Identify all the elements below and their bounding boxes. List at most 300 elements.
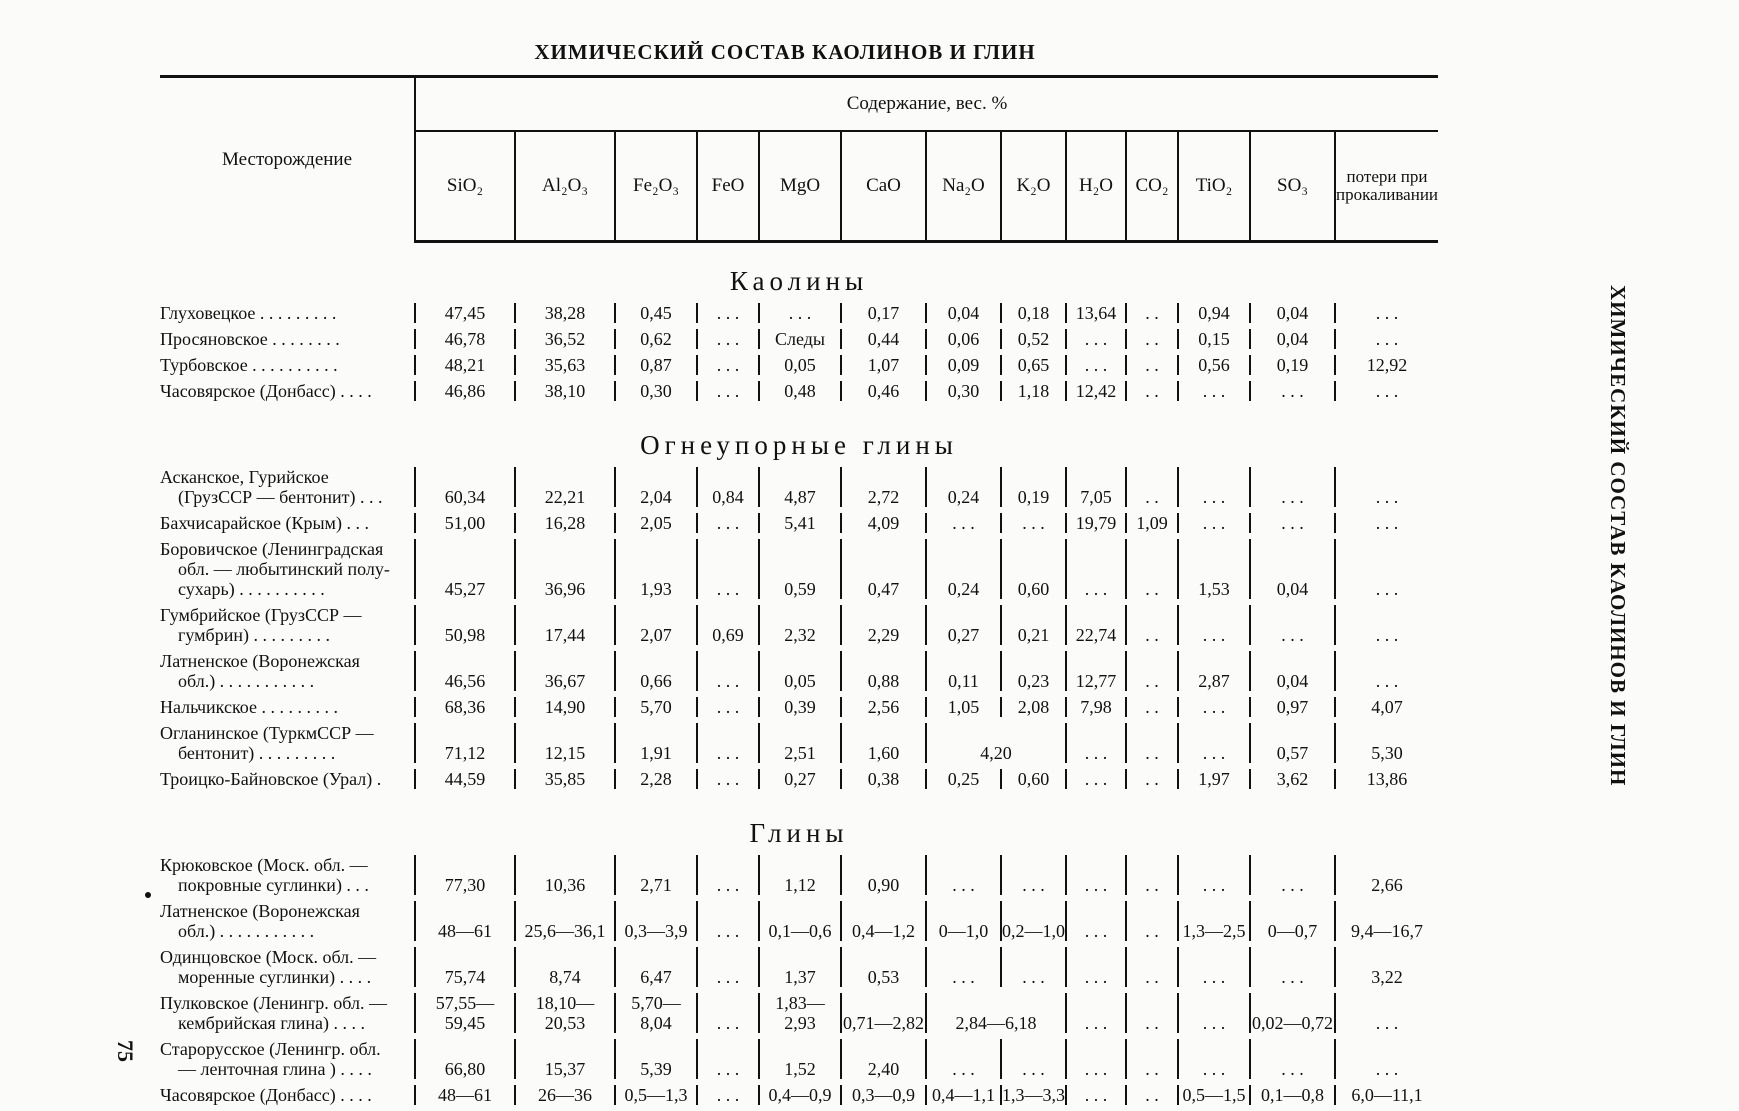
table-row: [160, 303, 1438, 323]
deposit-name-line: Старорусское (Ленингр. обл.: [160, 1039, 381, 1059]
value-cell: . . .: [1250, 947, 1335, 987]
value-cell: 0,1—0,8: [1250, 1085, 1335, 1105]
header-deposit: Месторождение: [160, 77, 415, 242]
value-cell: 1,52: [759, 1039, 841, 1079]
value-cell: 0,11: [926, 651, 1001, 691]
value-cell: . . .: [697, 329, 759, 349]
value-cell: 0,04: [1250, 329, 1335, 349]
value-cell: 26—36: [515, 1085, 615, 1105]
value-cell: 2,04: [615, 467, 697, 507]
value-cell: . . .: [697, 697, 759, 717]
deposit-name-line: Троицко-Байновское (Урал) .: [160, 769, 382, 789]
value-cell: . . .: [1001, 1039, 1066, 1079]
value-cell: 0,24: [926, 467, 1001, 507]
value-cell: . . .: [926, 947, 1001, 987]
value-cell: 38,10: [515, 381, 615, 401]
value-cell: 0,56: [1178, 355, 1250, 375]
value-cell: . .: [1126, 723, 1178, 763]
value-cell: . . .: [1066, 901, 1126, 941]
value-cell: 2,08: [1001, 697, 1066, 717]
value-cell: 0,3—0,9: [841, 1085, 926, 1105]
page-title: ХИМИЧЕСКИЙ СОСТАВ КАОЛИНОВ И ГЛИН: [534, 40, 1036, 64]
value-cell: 0,4—0,9: [759, 1085, 841, 1105]
header-column-2: Fe₂O₃: [615, 131, 697, 242]
value-cell: 7,05: [1066, 467, 1126, 507]
deposit-name-line: обл.) . . . . . . . . . . .: [178, 921, 315, 941]
value-cell: . . .: [1335, 539, 1438, 599]
value-cell: 3,62: [1250, 769, 1335, 789]
value-cell: 0,04: [1250, 539, 1335, 599]
value-cell: 2,87: [1178, 651, 1250, 691]
value-cell: . . .: [926, 1039, 1001, 1079]
value-cell: . . .: [1001, 855, 1066, 895]
value-cell: 0—1,0: [926, 901, 1001, 941]
table-row: [160, 697, 1438, 717]
deposit-name: [160, 303, 415, 323]
value-cell: 1,53: [1178, 539, 1250, 599]
value-cell: 0,2—1,0: [1001, 901, 1066, 941]
value-cell: 0,62: [615, 329, 697, 349]
value-cell-na2o-k2o: 4,20: [926, 723, 1066, 763]
value-cell: 68,36: [415, 697, 515, 717]
value-cell: 48—61: [415, 1085, 515, 1105]
table-row: [160, 467, 1438, 507]
deposit-name-line: Глуховецкое . . . . . . . . .: [160, 303, 337, 323]
deposit-name-line: — ленточная глина ) . . . .: [178, 1059, 372, 1079]
value-cell: 0,25: [926, 769, 1001, 789]
value-cell: 0,04: [926, 303, 1001, 323]
deposit-name: [160, 605, 415, 645]
value-cell: 2,32: [759, 605, 841, 645]
value-cell: 1,3—2,5: [1178, 901, 1250, 941]
value-cell: 5,70—8,04: [615, 993, 697, 1033]
value-cell: . .: [1126, 651, 1178, 691]
value-cell: 0,24: [926, 539, 1001, 599]
deposit-name: [160, 1085, 415, 1105]
deposit-name-line: гумбрин) . . . . . . . . .: [178, 625, 330, 645]
value-cell: 1,07: [841, 355, 926, 375]
value-cell: . .: [1126, 901, 1178, 941]
deposit-name-line: покровные суглинки) . . .: [178, 875, 369, 895]
value-cell: 0,46: [841, 381, 926, 401]
value-cell: 0,19: [1001, 467, 1066, 507]
deposit-name-line: Часовярское (Донбасс) . . . .: [160, 1085, 372, 1105]
value-cell: 0,3—3,9: [615, 901, 697, 941]
deposit-name-line: кембрийская глина) . . . .: [178, 1013, 366, 1033]
value-cell: . .: [1126, 993, 1178, 1033]
value-cell: 0,5—1,3: [615, 1085, 697, 1105]
deposit-name: [160, 329, 415, 349]
header-column-10: TiO₂: [1178, 131, 1250, 242]
value-cell: 13,64: [1066, 303, 1126, 323]
value-cell: . . .: [1066, 355, 1126, 375]
value-cell: . . .: [1178, 467, 1250, 507]
value-cell: 77,30: [415, 855, 515, 895]
value-cell: 35,63: [515, 355, 615, 375]
table-row: [160, 993, 1438, 1033]
value-cell: 0,09: [926, 355, 1001, 375]
deposit-name-line: Пулковское (Ленингр. обл. —: [160, 993, 387, 1013]
value-cell: 36,96: [515, 539, 615, 599]
value-cell: 0,5—1,5: [1178, 1085, 1250, 1105]
value-cell: 0,4—1,1: [926, 1085, 1001, 1105]
value-cell: 0,04: [1250, 303, 1335, 323]
value-cell: 0,48: [759, 381, 841, 401]
deposit-name: [160, 723, 415, 763]
value-cell: 22,21: [515, 467, 615, 507]
value-cell: . . .: [1250, 467, 1335, 507]
value-cell: 0,21: [1001, 605, 1066, 645]
table-row: [160, 855, 1438, 895]
value-cell: 38,28: [515, 303, 615, 323]
value-cell: 0,47: [841, 539, 926, 599]
value-cell: 1,83—2,93: [759, 993, 841, 1033]
value-cell: . . .: [1178, 1039, 1250, 1079]
value-cell: . . .: [697, 901, 759, 941]
deposit-name-line: Латненское (Воронежская: [160, 651, 360, 671]
value-cell: 0,60: [1001, 539, 1066, 599]
value-cell: 10,36: [515, 855, 615, 895]
value-cell: . . .: [1335, 467, 1438, 507]
table-row: [160, 329, 1438, 349]
deposit-name-line: Асканское, Гурийское: [160, 467, 329, 487]
value-cell: . .: [1126, 467, 1178, 507]
value-cell: 0,27: [926, 605, 1001, 645]
value-cell: 2,05: [615, 513, 697, 533]
value-cell: . .: [1126, 769, 1178, 789]
value-cell: 2,51: [759, 723, 841, 763]
value-cell: . . .: [697, 1039, 759, 1079]
value-cell: . . .: [1250, 855, 1335, 895]
value-cell: 0,05: [759, 651, 841, 691]
value-cell: 6,47: [615, 947, 697, 987]
value-cell: 17,44: [515, 605, 615, 645]
value-cell: . . .: [1066, 769, 1126, 789]
deposit-name-line: Нальчикское . . . . . . . . .: [160, 697, 338, 717]
value-cell: 0,90: [841, 855, 926, 895]
deposit-name: [160, 651, 415, 691]
value-cell: 44,59: [415, 769, 515, 789]
header-column-1: Al₂O₃: [515, 131, 615, 242]
header-column-3: FeO: [697, 131, 759, 242]
value-cell: . . .: [1001, 947, 1066, 987]
value-cell: 1,97: [1178, 769, 1250, 789]
value-cell: . . .: [1066, 329, 1126, 349]
table-row: [160, 769, 1438, 789]
value-cell: 0,1—0,6: [759, 901, 841, 941]
value-cell: 1,05: [926, 697, 1001, 717]
deposit-name-line: Турбовское . . . . . . . . . .: [160, 355, 338, 375]
table-row: [160, 1039, 1438, 1079]
value-cell: . . .: [697, 355, 759, 375]
value-cell: 0,88: [841, 651, 926, 691]
value-cell: 12,77: [1066, 651, 1126, 691]
deposit-name: [160, 467, 415, 507]
value-cell: . . .: [1250, 1039, 1335, 1079]
value-cell: . .: [1126, 539, 1178, 599]
deposit-name-line: бентонит) . . . . . . . . .: [178, 743, 336, 763]
value-cell: 13,86: [1335, 769, 1438, 789]
deposit-name-line: сухарь) . . . . . . . . . .: [178, 579, 325, 599]
value-cell: 2,72: [841, 467, 926, 507]
value-cell: 0,52: [1001, 329, 1066, 349]
deposit-name: [160, 539, 415, 599]
section-title: Огнеупорные глины: [640, 430, 958, 460]
value-cell: . . .: [1178, 723, 1250, 763]
value-cell: 0,4—1,2: [841, 901, 926, 941]
value-cell: 0,87: [615, 355, 697, 375]
value-cell: 0,27: [759, 769, 841, 789]
value-cell: 66,80: [415, 1039, 515, 1079]
value-cell: 0,97: [1250, 697, 1335, 717]
value-cell: 46,56: [415, 651, 515, 691]
deposit-name-line: Одинцовское (Моск. обл. —: [160, 947, 377, 967]
value-cell: . . .: [1335, 993, 1438, 1033]
value-cell: . . .: [1335, 303, 1438, 323]
value-cell: . . .: [697, 513, 759, 533]
value-cell: 0,05: [759, 355, 841, 375]
value-cell: 2,28: [615, 769, 697, 789]
table-row: [160, 605, 1438, 645]
value-cell: 0,69: [697, 605, 759, 645]
value-cell: . . .: [1066, 855, 1126, 895]
value-cell: 0,02—0,72: [1250, 993, 1335, 1033]
value-cell: . . .: [1178, 381, 1250, 401]
value-cell: . . .: [697, 855, 759, 895]
value-cell: 19,79: [1066, 513, 1126, 533]
value-cell: 0,53: [841, 947, 926, 987]
value-cell: 35,85: [515, 769, 615, 789]
value-cell: 16,28: [515, 513, 615, 533]
value-cell: . .: [1126, 303, 1178, 323]
value-cell: . . .: [926, 855, 1001, 895]
value-cell: 25,6—36,1: [515, 901, 615, 941]
value-cell: 0,94: [1178, 303, 1250, 323]
value-cell: 4,09: [841, 513, 926, 533]
value-cell: 1,18: [1001, 381, 1066, 401]
header-content-group: Содержание, вес. %: [415, 77, 1438, 132]
value-cell: . . .: [1335, 1039, 1438, 1079]
header-column-9: CO₂: [1126, 131, 1178, 242]
header-column-6: Na₂O: [926, 131, 1001, 242]
value-cell: 1,09: [1126, 513, 1178, 533]
deposit-name: [160, 769, 415, 789]
value-cell: 0,39: [759, 697, 841, 717]
value-cell: . . .: [1178, 947, 1250, 987]
value-cell: 18,10—20,53: [515, 993, 615, 1033]
value-cell: . . .: [697, 723, 759, 763]
value-cell: . . .: [697, 651, 759, 691]
chemical-composition-table: [160, 75, 1438, 1111]
deposit-name: [160, 1039, 415, 1079]
value-cell: . . .: [1335, 381, 1438, 401]
value-cell: 3,22: [1335, 947, 1438, 987]
value-cell: 5,70: [615, 697, 697, 717]
value-cell: 75,74: [415, 947, 515, 987]
deposit-name: [160, 513, 415, 533]
deposit-name-line: Боровичское (Ленинградская: [160, 539, 384, 559]
value-cell: 0,19: [1250, 355, 1335, 375]
table-row: [160, 651, 1438, 691]
header-column-5: CaO: [841, 131, 926, 242]
deposit-name: [160, 855, 415, 895]
value-cell: 48—61: [415, 901, 515, 941]
value-cell: 45,27: [415, 539, 515, 599]
section-title: Глины: [749, 818, 849, 848]
value-cell: . . .: [697, 539, 759, 599]
value-cell: . . .: [926, 513, 1001, 533]
deposit-name-line: Часовярское (Донбасс) . . . .: [160, 381, 372, 401]
value-cell: . . .: [1178, 513, 1250, 533]
deposit-name: [160, 381, 415, 401]
value-cell: . . .: [1066, 1039, 1126, 1079]
table-row: [160, 723, 1438, 763]
value-cell: 0,45: [615, 303, 697, 323]
value-cell: . . .: [697, 1085, 759, 1105]
deposit-name: [160, 947, 415, 987]
value-cell: 2,66: [1335, 855, 1438, 895]
deposit-name-line: Крюковское (Моск. обл. —: [160, 855, 368, 875]
value-cell: . . .: [1066, 993, 1126, 1033]
value-cell: 57,55—59,45: [415, 993, 515, 1033]
value-cell: . . .: [1335, 329, 1438, 349]
value-cell: . .: [1126, 355, 1178, 375]
deposit-name-line: Бахчисарайское (Крым) . . .: [160, 513, 369, 533]
value-cell: 71,12: [415, 723, 515, 763]
value-cell: 15,37: [515, 1039, 615, 1079]
value-cell: 0,84: [697, 467, 759, 507]
deposit-name-line: обл.) . . . . . . . . . . .: [178, 671, 315, 691]
value-cell: . .: [1126, 1039, 1178, 1079]
deposit-name-line: обл. — любытинский полу-: [178, 559, 390, 579]
section-title: Каолины: [729, 266, 869, 296]
value-cell: . .: [1126, 697, 1178, 717]
value-cell: . . .: [1335, 513, 1438, 533]
value-cell: 46,78: [415, 329, 515, 349]
header-column-7: K₂O: [1001, 131, 1066, 242]
value-cell: 6,0—11,1: [1335, 1085, 1438, 1105]
value-cell: 12,15: [515, 723, 615, 763]
value-cell: 0,17: [841, 303, 926, 323]
deposit-name-line: Латненское (Воронежская: [160, 901, 360, 921]
value-cell: 0,06: [926, 329, 1001, 349]
value-cell: . . .: [697, 303, 759, 323]
deposit-name-line: Огланинское (ТуркмССР —: [160, 723, 374, 743]
deposit-name: [160, 355, 415, 375]
value-cell: 0,65: [1001, 355, 1066, 375]
value-cell: 0,60: [1001, 769, 1066, 789]
value-cell: 4,87: [759, 467, 841, 507]
value-cell: 12,92: [1335, 355, 1438, 375]
deposit-name: [160, 697, 415, 717]
table-row: [160, 947, 1438, 987]
value-cell: . . .: [697, 993, 759, 1033]
value-cell: 36,52: [515, 329, 615, 349]
value-cell: 4,07: [1335, 697, 1438, 717]
deposit-name-line: Просяновское . . . . . . . .: [160, 329, 340, 349]
value-cell: 0—0,7: [1250, 901, 1335, 941]
value-cell: 1,12: [759, 855, 841, 895]
header-column-8: H₂O: [1066, 131, 1126, 242]
header-column-12: потери при прокаливании: [1335, 131, 1438, 242]
value-cell: . .: [1126, 381, 1178, 401]
value-cell: 0,04: [1250, 651, 1335, 691]
value-cell: 46,86: [415, 381, 515, 401]
deposit-name: [160, 901, 415, 941]
value-cell: 1,3—3,3: [1002, 1085, 1065, 1105]
header-column-4: MgO: [759, 131, 841, 242]
value-cell: . . .: [1066, 723, 1126, 763]
value-cell: . . .: [697, 769, 759, 789]
value-cell: . . .: [1178, 605, 1250, 645]
value-cell: . . .: [697, 947, 759, 987]
value-cell: 0,30: [926, 381, 1001, 401]
table-row: [160, 901, 1438, 941]
value-cell: 0,66: [615, 651, 697, 691]
value-cell: 22,74: [1066, 605, 1126, 645]
value-cell-na2o-k2o: 2,84—6,18: [926, 993, 1066, 1033]
value-cell: . . .: [1178, 855, 1250, 895]
value-cell: . . .: [1066, 539, 1126, 599]
value-cell: 14,90: [515, 697, 615, 717]
value-cell: 1,37: [759, 947, 841, 987]
value-cell: 0,30: [615, 381, 697, 401]
value-cell: 5,39: [615, 1039, 697, 1079]
value-cell: . . .: [1250, 381, 1335, 401]
value-cell: 1,91: [615, 723, 697, 763]
value-cell: 8,74: [515, 947, 615, 987]
value-cell: 2,40: [841, 1039, 926, 1079]
deposit-name-line: моренные суглинки) . . . .: [178, 967, 372, 987]
value-cell: 2,29: [841, 605, 926, 645]
value-cell: . . .: [1001, 513, 1066, 533]
value-cell: . . .: [1335, 605, 1438, 645]
value-cell: . .: [1126, 1085, 1178, 1105]
value-cell: 12,42: [1066, 381, 1126, 401]
value-cell: . . .: [1178, 697, 1250, 717]
deposit-name-line: (ГрузССР — бентонит) . . .: [178, 487, 383, 507]
value-cell: . .: [1126, 855, 1178, 895]
side-running-title: ХИМИЧЕСКИЙ СОСТАВ КАОЛИНОВ И ГЛИН: [1606, 285, 1630, 787]
header-column-11: SO₃: [1250, 131, 1335, 242]
value-cell: 36,67: [515, 651, 615, 691]
value-cell: . . .: [697, 381, 759, 401]
value-cell: 0,57: [1250, 723, 1335, 763]
margin-dot-mark: [145, 892, 151, 898]
table-row: [160, 539, 1438, 599]
value-cell: 5,41: [759, 513, 841, 533]
value-cell: 7,98: [1066, 697, 1126, 717]
value-cell: . . .: [1178, 993, 1250, 1033]
value-cell: . . .: [1066, 1085, 1126, 1105]
value-cell: 0,18: [1001, 303, 1066, 323]
value-cell: 0,38: [841, 769, 926, 789]
value-cell: 0,44: [841, 329, 926, 349]
value-cell: 60,34: [415, 467, 515, 507]
deposit-name-line: Гумбрийское (ГрузССР —: [160, 605, 362, 625]
value-cell: 0,15: [1178, 329, 1250, 349]
value-cell: 2,56: [841, 697, 926, 717]
value-cell: 0,23: [1001, 651, 1066, 691]
value-cell: 5,30: [1335, 723, 1438, 763]
value-cell: . . .: [1066, 947, 1126, 987]
deposit-name: [160, 993, 415, 1033]
value-cell: . . .: [759, 303, 841, 323]
value-cell: 2,71: [615, 855, 697, 895]
table-row: [160, 1085, 1438, 1105]
value-cell: 51,00: [415, 513, 515, 533]
value-cell: . .: [1126, 947, 1178, 987]
